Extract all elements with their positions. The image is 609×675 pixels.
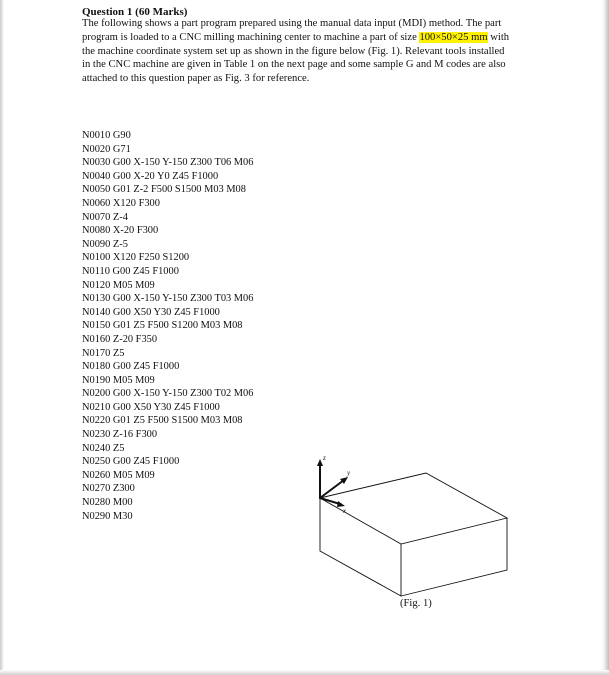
page-right-shadow (601, 0, 609, 675)
y-axis-label: y (347, 469, 351, 477)
program-line: N0240 Z5 (82, 442, 125, 454)
program-line: N0030 G00 X-150 Y-150 Z300 T06 M06 (82, 157, 254, 169)
program-line: N0250 G00 Z45 F1000 (82, 456, 180, 468)
question-title: Question 1 (60 Marks) (82, 6, 188, 18)
program-line: N0110 G00 Z45 F1000 (82, 265, 179, 277)
program-line: N0260 M05 M09 (82, 469, 155, 481)
program-line: N0120 M05 M09 (82, 279, 155, 291)
workpiece-figure (300, 450, 520, 620)
workpiece-block (320, 473, 507, 596)
program-line: N0170 Z5 (82, 347, 125, 359)
block-top-face (320, 473, 507, 544)
program-line: N0080 X-20 F300 (82, 225, 159, 237)
block-right-face (401, 518, 507, 596)
intro-text-part2: with the machine coordinate system set up as shown in the figure below (Fig. 1). Relevant tools installed in the CNC machine are given in Table 1 on the next page and some sample G and M codes are also attached to this question paper as Fig. 3 for reference. (82, 31, 510, 85)
workpiece-drawing (300, 450, 520, 620)
intro-text-part1: The following shows a part program prepared using the manual data input (MDI) method. The part program is loaded to a CNC milling machining center to machine a part of size (82, 18, 502, 43)
program-line: N0130 G00 X-150 Y-150 Z300 T03 M06 (82, 293, 254, 305)
program-line: N0060 X120 F300 (82, 197, 160, 209)
program-line: N0150 G01 Z5 F500 S1200 M03 M08 (82, 320, 243, 332)
program-line: N0180 G00 Z45 F1000 (82, 361, 180, 373)
program-line: N0070 Z-4 (82, 211, 128, 223)
page-left-shadow (0, 0, 4, 675)
program-line: N0230 Z-16 F300 (82, 429, 158, 441)
program-line: N0100 X120 F250 S1200 (82, 252, 190, 264)
program-line: N0140 G00 X50 Y30 Z45 F1000 (82, 306, 220, 318)
question-intro (82, 17, 514, 86)
program-line: N0210 G00 X50 Y30 Z45 F1000 (82, 401, 220, 413)
program-line: N0290 M30 (82, 510, 133, 522)
block-front-face (320, 498, 401, 596)
program-line: N0160 Z-20 F350 (82, 333, 158, 345)
axis-arrowheads (317, 459, 351, 507)
program-line: N0280 M00 (82, 497, 133, 509)
program-line: N0040 G00 X-20 Y0 Z45 F1000 (82, 170, 219, 182)
x-axis-label: x (343, 507, 347, 515)
program-line: N0190 M05 M09 (82, 374, 155, 386)
figure-caption: (Fig. 1) (400, 598, 432, 609)
page-bottom-shadow (0, 670, 609, 675)
z-axis-label: z (323, 454, 326, 462)
program-line: N0010 G90 (82, 130, 131, 141)
coordinate-axes (320, 464, 344, 504)
program-line: N0270 Z300 (82, 483, 135, 495)
program-line: N0200 G00 X-150 Y-150 Z300 T02 M06 (82, 388, 254, 400)
x-axis-line (320, 498, 340, 504)
program-line: N0220 G01 Z5 F500 S1500 M03 M08 (82, 415, 243, 427)
program-line: N0090 Z-5 (82, 238, 128, 250)
program-line: N0050 G01 Z-2 F500 S1500 M03 M08 (82, 184, 246, 196)
program-line: N0020 G71 (82, 143, 131, 155)
part-program-listing (82, 129, 253, 523)
highlighted-part-size: 100×50×25 mm (419, 31, 488, 43)
